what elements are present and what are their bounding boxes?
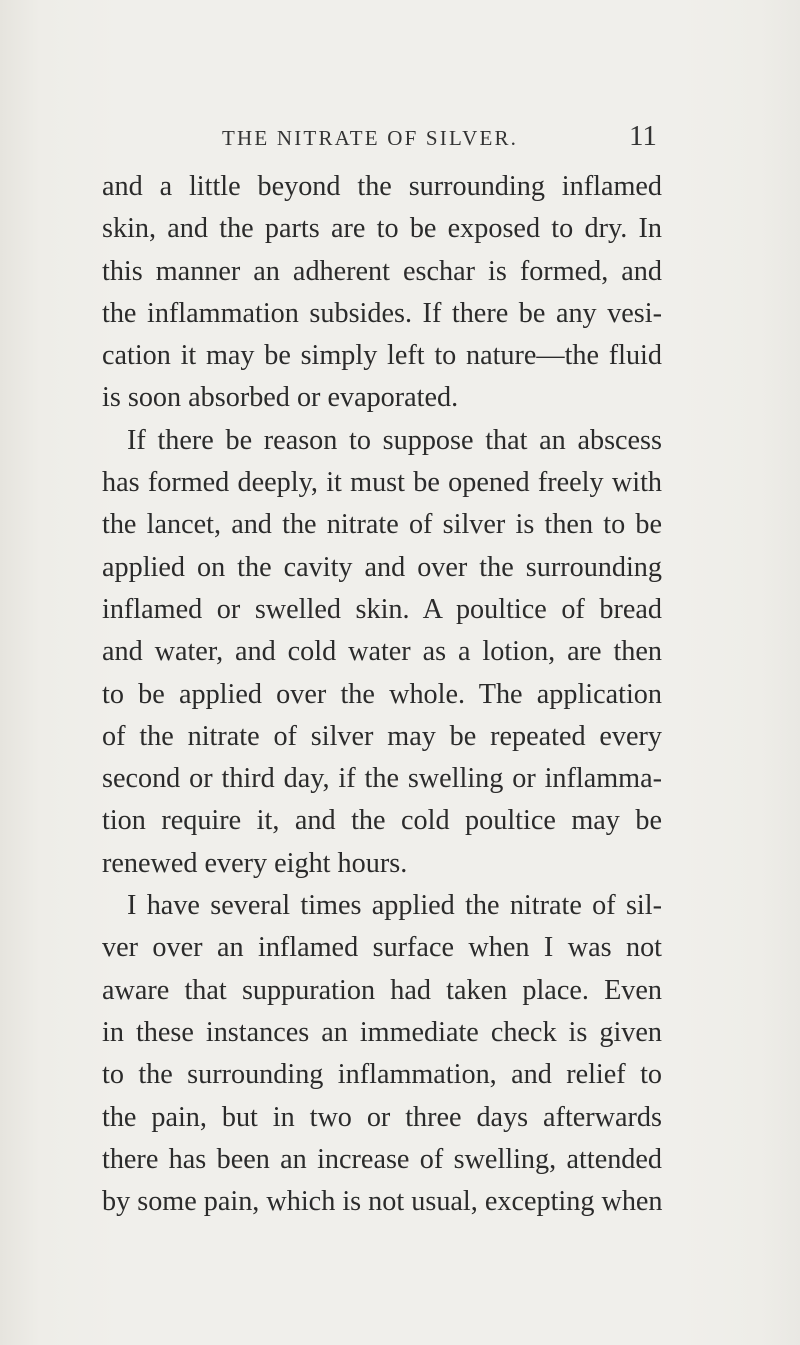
paragraph-start-line: I have several times applied the nitrate of sil-: [127, 890, 662, 922]
paragraph-end-line: renewed every eight hours.: [102, 847, 408, 879]
text-line: has formed deeply, it must be opened freely with: [102, 467, 662, 499]
text-line: the inflammation subsides. If there be any vesi-: [102, 297, 662, 329]
text-line: this manner an adherent eschar is formed, and: [102, 255, 662, 287]
paragraph-end-line: is soon absorbed or evaporated.: [102, 382, 459, 414]
text-line: aware that suppuration had taken place. Even: [102, 974, 662, 1006]
text-line: ver over an inflamed surface when I was not: [102, 932, 662, 964]
page-number: 11: [629, 120, 657, 152]
text-line: cation it may be simply left to nature—the fluid: [102, 340, 662, 372]
running-head: THE NITRATE OF SILVER.: [222, 126, 519, 150]
text-line: inflamed or swelled skin. A poultice of bread: [102, 593, 662, 625]
text-line: second or third day, if the swelling or inflamma-: [102, 763, 662, 795]
body-text: [102, 166, 662, 1223]
text-line: by some pain, which is not usual, excepting when: [102, 1186, 663, 1218]
paragraph-start-line: If there be reason to suppose that an abscess: [127, 424, 662, 456]
text-line: the pain, but in two or three days afterwards: [102, 1101, 662, 1133]
text-line: and a little beyond the surrounding inflamed: [102, 171, 662, 202]
text-line: to be applied over the whole. The application: [102, 678, 662, 710]
text-line: the lancet, and the nitrate of silver is then to be: [102, 509, 662, 541]
page-header: [0, 120, 800, 160]
text-line: to the surrounding inflammation, and relief to: [102, 1059, 662, 1091]
text-line: and water, and cold water as a lotion, are then: [102, 636, 662, 668]
text-line: there has been an increase of swelling, attended: [102, 1143, 662, 1175]
text-line: in these instances an immediate check is given: [102, 1016, 662, 1048]
text-line: applied on the cavity and over the surrounding: [102, 551, 662, 583]
text-line: of the nitrate of silver may be repeated every: [102, 720, 662, 752]
text-line: skin, and the parts are to be exposed to dry. In: [102, 213, 662, 245]
text-line: tion require it, and the cold poultice may be: [102, 805, 662, 837]
